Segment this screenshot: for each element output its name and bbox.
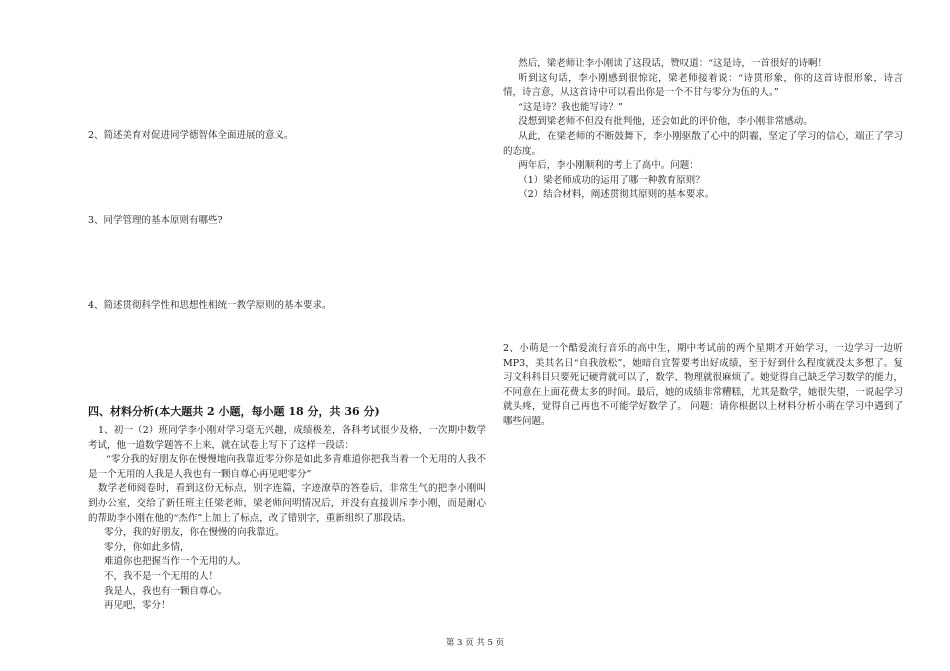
question-3: 3、同学管理的基本原则有哪些? <box>88 215 223 226</box>
case1-cont-paragraph: 从此，在梁老师的不断鼓舞下，李小刚驱散了心中的阴霾，坚定了学习的信心，端正了学习的态度。 <box>503 130 903 157</box>
poem-line: 再见吧，零分！ <box>104 600 171 612</box>
case-analysis-1 <box>88 424 486 614</box>
case1-paragraph: 1、初一（2）班同学李小刚对学习毫无兴趣，成绩极差，各科考试很少及格，一次期中数学考试，他一道数学题答不上来，就在试卷上写下了这样一段话： <box>88 425 486 451</box>
section-title: 四、材料分析(本大题共 2 小题，每小题 18 分，共 36 分) <box>88 405 380 418</box>
question-4: 4、简述贯彻科学性和思想性相统一教学原则的基本要求。 <box>88 300 332 311</box>
case2-paragraph: 2、小萌是一个酷爱流行音乐的高中生，期中考试前的两个星期才开始学习，一边学习一边听MP3，美其名日“自我放松”，她暗自宜誓要考出好成绩，至于好到什么程度就没太多想了。复习文科科目只要死记硬背就可以了，数学、物理就很麻烦了。她觉得自己缺乏学习数学的能力，不同意在上面花费太多的时间。最后，她的成绩非常糟糕，尤其是数学，她很失望，一说起学习就头疼，觉得自己再也不可能学好数学了。 问题：请你根据以上材料分析小萌在学习中遇到了哪些问题。 <box>503 343 903 427</box>
case1-cont-paragraph: “这是诗？我也能写诗？” <box>518 101 623 113</box>
case1-cont-paragraph: 然后，梁老师让李小刚读了这段话，赞叹道：“这是诗，一首很好的诗啊！ <box>518 58 828 69</box>
poem-line: 零分，你如此多情， <box>104 541 190 553</box>
case1-paragraph: “零分我的好朋友你在慢慢地向我靠近零分你是如此多青难道你把我当着一个无用的人我不是一个无用的人我是人我也有一颗自尊心再见吧零分” <box>88 454 486 480</box>
case1-question: （2）结合材料，阐述贯彻其原则的基本要求。 <box>518 189 715 201</box>
poem-line: 难道你也把握当作一个无用的人。 <box>104 556 247 568</box>
case1-continued <box>503 57 903 203</box>
case1-cont-paragraph: 两年后，李小刚顺利的考上了高中。问题： <box>518 160 699 172</box>
page-footer: 第 3 页 共 5 页 <box>445 638 505 648</box>
case1-paragraph: 数学老师阅卷时，看到这份无标点，别字连篇，字迹潦草的答卷后，非常生气的把李小刚叫到办公室，交给了新任班主任梁老师，梁老师问明情况后，并没有直接训斥李小刚，而是耐心的帮助李小刚在他的“杰作”上加上了标点，改了错别字，重新组织了那段话。 <box>88 483 486 524</box>
case-analysis-2 <box>503 342 903 430</box>
left-column <box>88 0 486 671</box>
poem <box>88 526 486 614</box>
question-2: 2、简述美育对促进同学德智体全面进展的意义。 <box>88 130 294 141</box>
case1-question: （1）梁老师成功的运用了哪一种教育原则？ <box>518 174 705 186</box>
case1-cont-paragraph: 没想到梁老师不但没有批判他，还会如此的评价他，李小刚非常感动。 <box>518 116 813 128</box>
case1-cont-paragraph: 听到这句话，李小刚感到很惊诧，梁老师接着说：“诗贯形象，你的这首诗很形象，诗言情，诗言意，从这首诗中可以看出你是一个不甘与零分为伍的人。” <box>503 72 903 99</box>
poem-line: 零分，我的好朋友，你在慢慢的向我靠近。 <box>104 527 285 539</box>
poem-line: 不，我不是一个无用的人！ <box>104 570 219 582</box>
poem-line: 我是人，我也有一颗自尊心。 <box>104 585 228 597</box>
right-column <box>503 0 903 671</box>
